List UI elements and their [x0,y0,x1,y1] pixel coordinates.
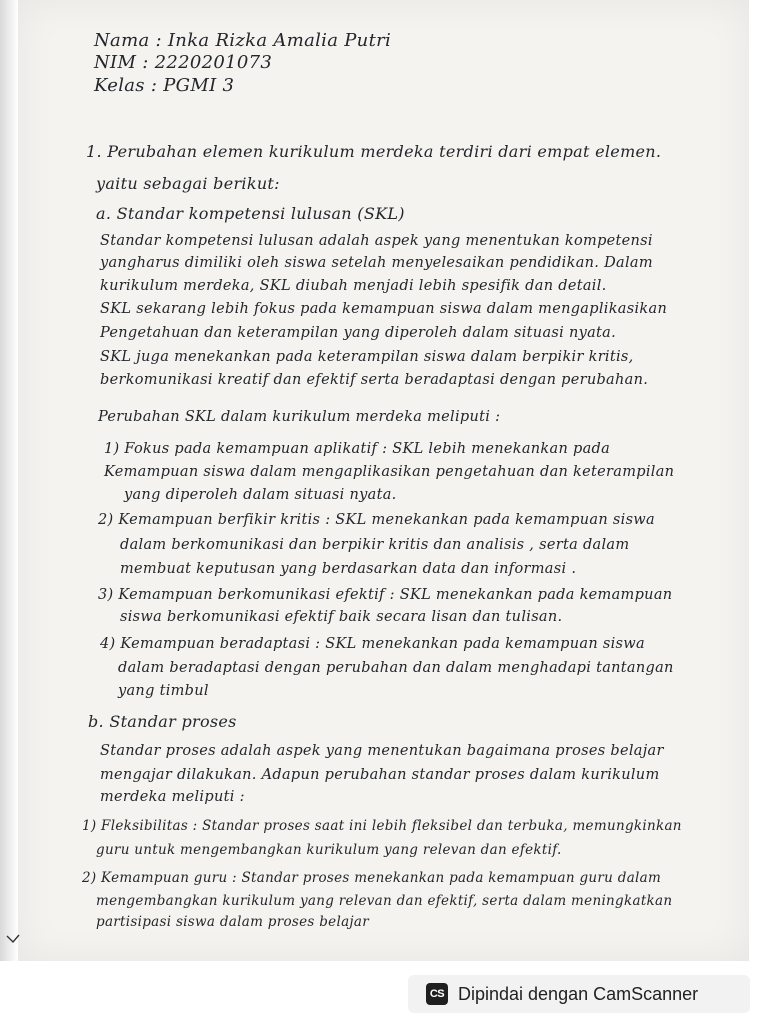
b-item-1-line: guru untuk mengembangkan kurikulum yang relevan dan efektif. [96,842,562,858]
b-item-2-line: 2) Kemampuan guru : Standar proses menekankan pada kemampuan guru dalam [82,870,662,886]
a-paragraph-line: yangharus dimiliki oleh siswa setelah menyelesaikan pendidikan. Dalam [100,255,653,271]
watermark-text: Dipindai dengan CamScanner [458,983,699,1004]
section-a-title: a. Standar kompetensi lulusan (SKL) [96,204,405,223]
a-paragraph-line: kurikulum merdeka, SKL diubah menjadi lebih spesifik dan detail. [100,278,607,294]
a-item-4-line: dalam beradaptasi dengan perubahan dan dalam menghadapi tantangan [118,660,674,676]
a-item-4-line: 4) Kemampuan beradaptasi : SKL menekankan pada kemampuan siswa [100,636,645,652]
a-item-2-line: 2) Kemampuan berfikir kritis : SKL menekankan pada kemampuan siswa [98,512,655,528]
a-changes-title: Perubahan SKL dalam kurikulum merdeka meliputi : [98,409,501,425]
nim-line: NIM : 2220201073 [94,52,273,73]
b-paragraph-line: mengajar dilakukan. Adapun perubahan standar proses dalam kurikulum [100,767,660,783]
a-paragraph-line: SKL sekarang lebih fokus pada kemampuan siswa dalam mengaplikasikan [100,301,668,317]
a-item-4-line: yang timbul [118,683,209,699]
a-paragraph-line: Standar kompetensi lulusan adalah aspek yang menentukan kompetensi [100,233,653,249]
a-paragraph-line: berkomunikasi kreatif dan efektif serta beradaptasi dengan perubahan. [100,372,649,388]
camscanner-watermark [408,975,750,1013]
a-item-1-line: Kemampuan siswa dalam mengaplikasikan pengetahuan dan keterampilan [104,464,675,480]
a-paragraph-line: Pengetahuan dan keterampilan yang diperoleh dalam situasi nyata. [100,325,617,341]
b-item-2-line: partisipasi siswa dalam proses belajar [96,914,370,930]
b-paragraph-line: merdeka meliputi : [100,789,245,805]
a-paragraph-line: SKL juga menekankan pada keterampilan siswa dalam berpikir kritis, [100,349,634,365]
a-item-1-line: 1) Fokus pada kemampuan aplikatif : SKL lebih menekankan pada [104,441,611,457]
a-item-3-line: 3) Kemampuan berkomunikasi efektif : SKL menekankan pada kemampuan [98,587,673,603]
section-b-title: b. Standar proses [88,712,237,731]
a-item-3-line: siswa berkomunikasi efektif baik secara lisan dan tulisan. [120,609,563,625]
check-mark-icon [6,934,20,944]
a-item-2-line: dalam berkomunikasi dan berpikir kritis dan analisis , serta dalam [120,537,630,553]
a-item-1-line: yang diperoleh dalam situasi nyata. [124,487,397,503]
handwritten-page [18,0,749,961]
a-item-2-line: membuat keputusan yang berdasarkan data dan informasi . [120,561,577,577]
scan-edge [0,0,18,961]
kelas-line: Kelas : PGMI 3 [94,75,235,96]
b-item-1-line: 1) Fleksibilitas : Standar proses saat ini lebih fleksibel dan terbuka, memungkinkan [82,818,682,834]
b-item-2-line: mengembangkan kurikulum yang relevan dan efektif, serta dalam meningkatkan [96,893,673,909]
nama-line: Nama : Inka Rizka Amalia Putri [94,30,392,51]
b-paragraph-line: Standar proses adalah aspek yang menentukan bagaimana proses belajar [100,743,664,759]
intro-line-2: yaitu sebagai berikut: [96,174,280,193]
camscanner-logo-icon: CS [426,983,448,1005]
intro-line-1: 1. Perubahan elemen kurikulum merdeka terdiri dari empat elemen. [86,142,662,161]
